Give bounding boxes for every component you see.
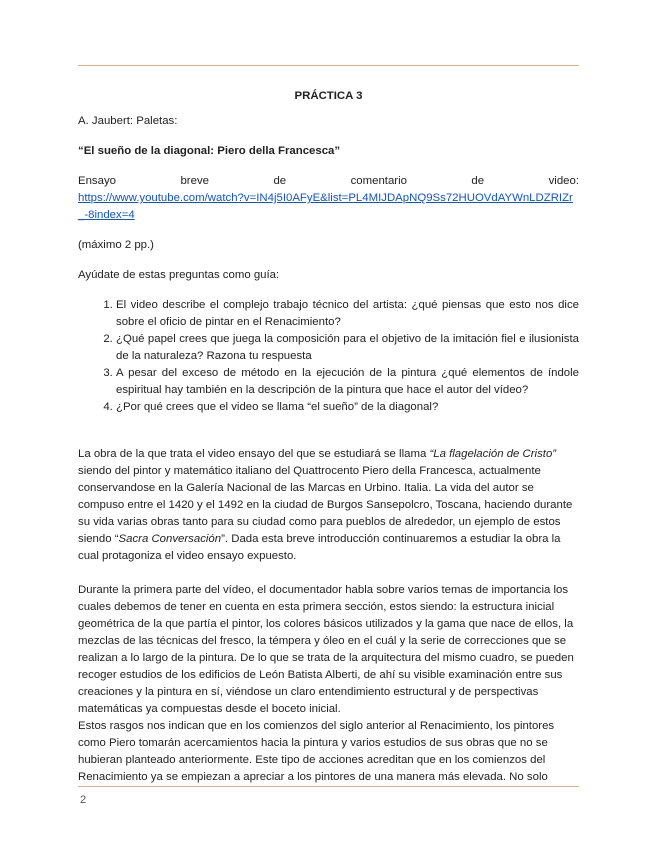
paragraph-conclusion: Estos rasgos nos indican que en los comienzos del siglo anterior al Renacimiento, los pintores como Piero tomarán acercamientos hacia la pintura y varios estudios de sus obras que no se hubieran planteado anteriormente. Este tipo de acciones acreditan que en los comienzos del Renacimiento ya se empiezan a apreciar a los pintores de una manera más elevada. No solo	[78, 720, 555, 783]
question-item: 4. ¿Por qué crees que el video se llama “el sueño” de la diagonal?	[116, 399, 579, 416]
painting-title: “La flagelación de Cristo”	[429, 448, 557, 460]
header-rule	[78, 65, 579, 66]
video-link[interactable]: https://www.youtube.com/watch?v=IN4j5I0AFyE&list=PL4MIJDApNQ9Ss72HUOVdAYWnLDZRIZr_-8index=4	[78, 192, 573, 221]
page-title: PRÁCTICA 3	[294, 90, 363, 102]
length-note: (máximo 2 pp.)	[78, 239, 154, 251]
paragraph-intro	[78, 446, 579, 565]
page-number: 2	[80, 794, 87, 806]
essay-label: Ensayo breve de comentario de video:	[78, 175, 579, 187]
paragraph-intro-part1: La obra de la que trata el video ensayo del que se estudiará se llama	[78, 448, 430, 460]
question-item: 2. ¿Qué papel crees que juega la composición para el objetivo de la imitación fiel e ilusionista de la naturaleza? Razona tu respuesta	[116, 331, 579, 365]
paragraph-intro-part3: ”. Dada esta breve introducción continuaremos a estudiar la obra la cual protagoniza el video ensayo expuesto.	[78, 533, 561, 562]
paragraph-analysis: Durante la primera parte del vídeo, el documentador habla sobre varios temas de importancia los cuales debemos de tener en cuenta en esta primera sección, estos siendo: la estructura inicial geométrica de la que partía el pintor, los colores básicos utilizados y la gama que nace de ellos, la mezclas de las técnicas del fresco, la témpera y óleo en el cuál y la serie de correcciones que se realizan a lo largo de la pintura. De lo que se trata de la arquitectura del mismo cuadro, se pueden recoger estudios de los edificios de León Batista Alberti, de ahí su visible examinación entre sus creaciones y la pintura en sí, viéndose un claro entendimiento estructural y de perspectivas matemáticas ya compuestas desde el boceto inicial.	[78, 584, 574, 715]
second-painting-title: Sacra Conversación	[118, 533, 222, 545]
video-link-wrapper	[78, 190, 579, 224]
page-content	[78, 88, 579, 786]
question-list	[78, 297, 579, 416]
guide-intro: Ayúdate de estas preguntas como guía:	[78, 269, 280, 281]
footer-rule	[78, 786, 579, 787]
essay-subtitle: “El sueño de la diagonal: Piero della Francesca”	[78, 145, 341, 157]
question-item: 3. A pesar del exceso de método en la ejecución de la pintura ¿qué elementos de índole espiritual hay también en la descripción de la pintura que hace el autor del vídeo?	[116, 365, 579, 399]
question-item: 1. El video describe el complejo trabajo técnico del artista: ¿qué piensas que esto nos dice sobre el oficio de pintar en el Renacimiento?	[116, 297, 579, 331]
author-line: A. Jaubert: Paletas:	[78, 115, 178, 127]
paragraph-intro-part2: siendo del pintor y matemático italiano del Quattrocento Piero della Francesca, actualmente conservandose en la Galería Nacional de las Marcas en Urbino. Italia. La vida del autor se compuso entre el 1420 y el 1492 en la ciudad de Burgos Sansepolcro, Toscana, haciendo durante su vida varias obras tanto para su ciudad como para pueblos de alrededor, un ejemplo de estos siendo “	[78, 465, 573, 545]
